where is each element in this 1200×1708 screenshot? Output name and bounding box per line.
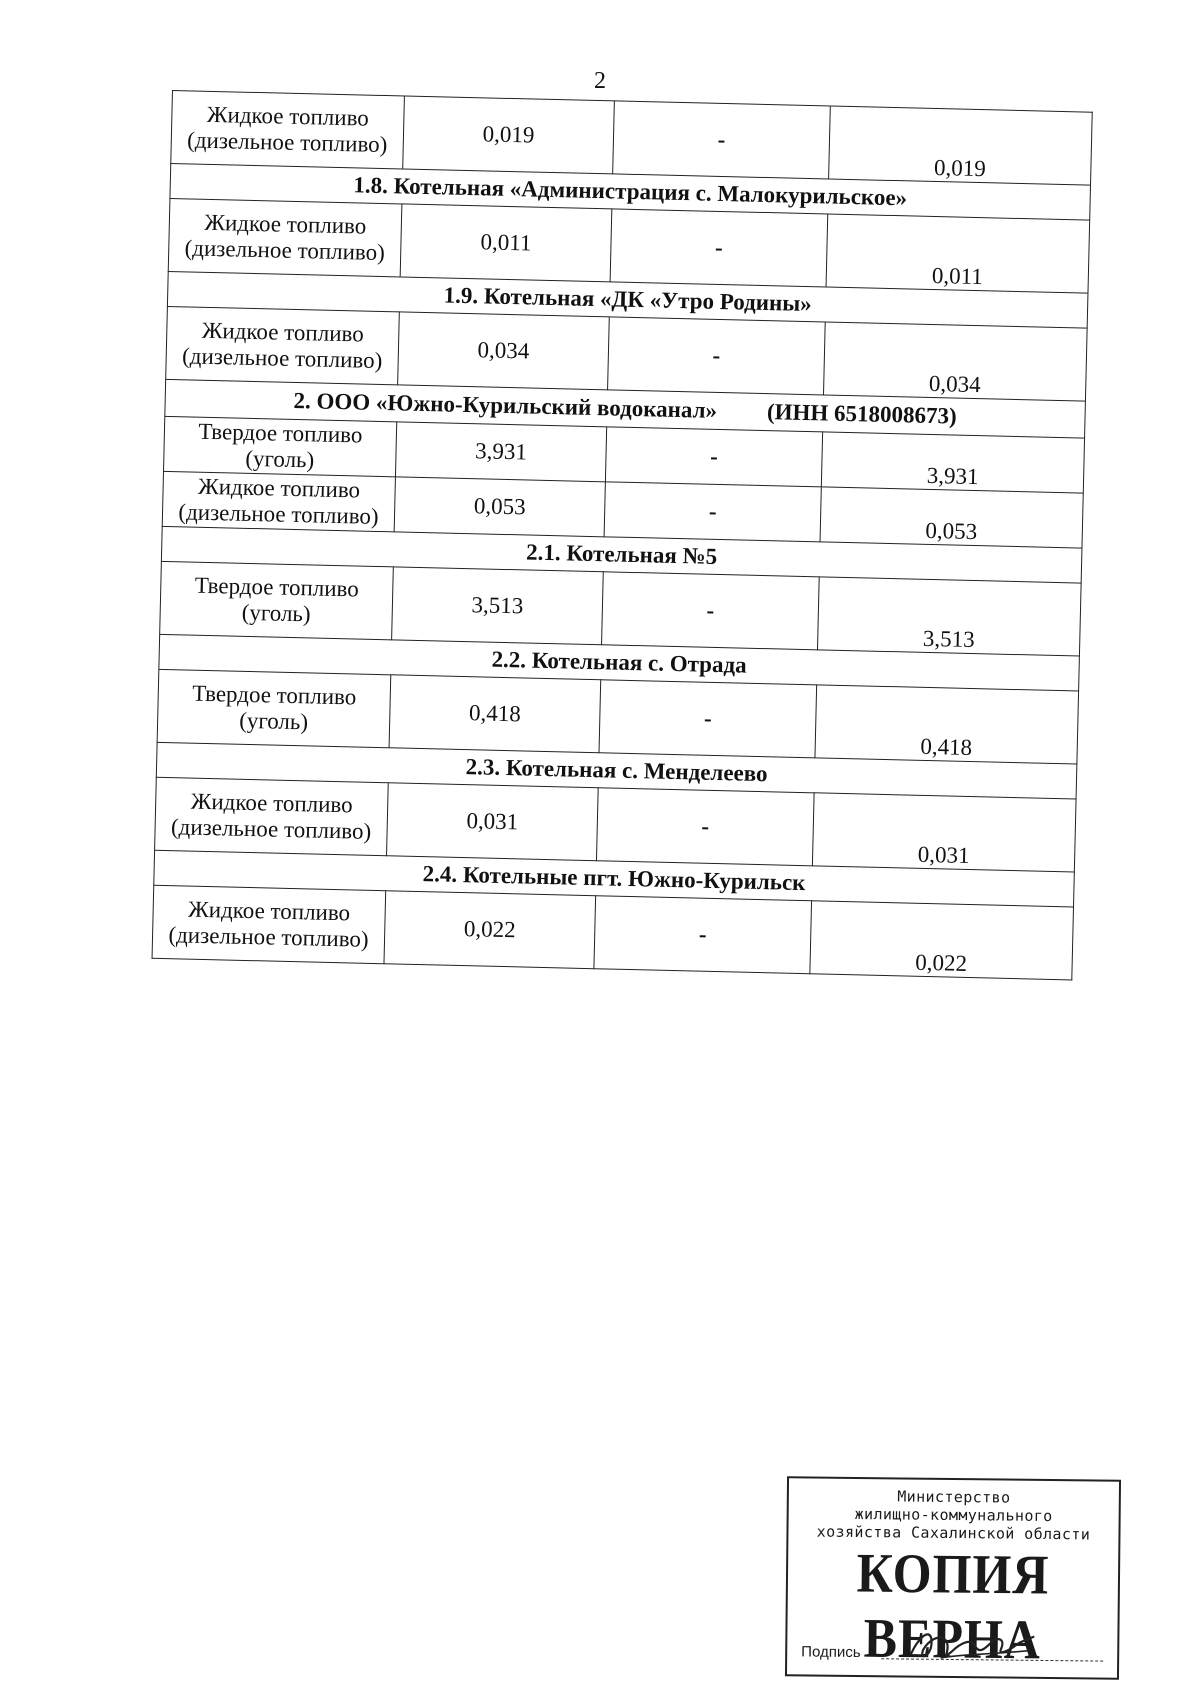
boiler-section-title: 2.4. Котельные пгт. Южно-Курильск xyxy=(154,850,1075,907)
volume-cell: 0,418 xyxy=(389,675,601,753)
total-cell: 0,034 xyxy=(823,322,1087,401)
empty-value-cell: - xyxy=(613,101,831,179)
empty-value-cell: - xyxy=(608,317,826,395)
stamp-org-line: хозяйства Сахалинской области xyxy=(816,1522,1091,1544)
fuel-type-line: (дизельное топливо) xyxy=(170,814,372,844)
document-sheet xyxy=(152,90,1092,980)
fuel-type-line: Жидкое топливо xyxy=(206,102,370,131)
fuel-type-line: Твердое топливо xyxy=(194,572,360,602)
signature-label: Подпись xyxy=(801,1643,861,1662)
total-cell: 0,418 xyxy=(815,685,1079,764)
empty-value-cell: - xyxy=(602,572,820,650)
fuel-type-cell xyxy=(162,471,395,531)
volume-cell: 0,031 xyxy=(387,783,599,861)
fuel-type-line: Жидкое топливо xyxy=(187,896,351,926)
volume-cell: 0,022 xyxy=(384,891,596,969)
fuel-type-line: Жидкое топливо xyxy=(190,788,353,818)
organization-name: 2. ООО «Южно-Курильский водоканал» xyxy=(293,388,718,424)
boiler-section-title: 2.2. Котельная с. Отрада xyxy=(159,634,1080,691)
fuel-type-line: Жидкое топливо xyxy=(197,473,361,503)
fuel-type-line: Жидкое топливо xyxy=(201,318,365,347)
stamp-title: КОПИЯ ВЕРНА xyxy=(856,1541,1050,1671)
total-cell: 3,931 xyxy=(821,432,1084,493)
empty-value-cell: - xyxy=(610,209,828,287)
handwritten-signature xyxy=(901,1623,1041,1666)
fuel-type-line: (дизельное топливо) xyxy=(181,343,383,374)
fuel-type-cell xyxy=(168,198,402,276)
organization-inn: (ИНН 6518008673) xyxy=(766,399,958,429)
page-number: 2 xyxy=(594,68,606,94)
fuel-table xyxy=(152,90,1093,980)
total-cell: 3,513 xyxy=(817,577,1081,656)
boiler-section-title: 1.8. Котельная «Администрация с. Малокурильское» xyxy=(170,163,1091,220)
total-cell: 0,019 xyxy=(829,106,1093,185)
boiler-section-title: 2.1. Котельная №5 xyxy=(161,526,1082,583)
total-cell: 0,031 xyxy=(812,793,1076,872)
fuel-type-cell xyxy=(160,561,394,639)
empty-value-cell: - xyxy=(605,427,822,487)
fuel-type-line: (уголь) xyxy=(245,445,315,473)
fuel-type-line: (дизельное топливо) xyxy=(178,499,379,529)
total-cell: 0,053 xyxy=(820,487,1083,548)
fuel-type-line: (дизельное топливо) xyxy=(186,127,388,158)
fuel-type-cell xyxy=(155,777,389,855)
boiler-section-title: 2.3. Котельная с. Менделеево xyxy=(156,742,1077,799)
fuel-type-line: Жидкое топливо xyxy=(204,210,367,239)
fuel-type-cell xyxy=(164,416,397,476)
volume-cell: 0,011 xyxy=(400,204,612,282)
empty-value-cell: - xyxy=(596,788,814,866)
total-cell: 0,011 xyxy=(826,214,1090,293)
fuel-type-line: Твердое топливо xyxy=(191,680,357,710)
fuel-table-body xyxy=(152,91,1092,980)
stamp-org-line: Министерство xyxy=(897,1487,1011,1507)
fuel-type-line: (дизельное топливо) xyxy=(184,235,386,266)
fuel-type-line: (уголь) xyxy=(241,599,311,627)
empty-value-cell: - xyxy=(594,896,812,974)
empty-value-cell: - xyxy=(604,482,821,542)
certified-copy-stamp xyxy=(785,1476,1121,1679)
boiler-section-title: 1.9. Котельная «ДК «Утро Родины» xyxy=(167,271,1088,328)
fuel-type-line: (дизельное топливо) xyxy=(168,922,369,952)
total-cell: 0,022 xyxy=(810,901,1074,980)
volume-cell: 3,513 xyxy=(392,567,604,645)
volume-cell: 3,931 xyxy=(395,422,606,482)
empty-value-cell: - xyxy=(599,680,817,758)
stamp-org-line: жилищно-коммунального xyxy=(854,1504,1053,1526)
fuel-type-cell xyxy=(152,885,386,963)
fuel-type-line: Твердое топливо xyxy=(198,418,363,448)
stamp-signature-area xyxy=(801,1624,1103,1667)
fuel-type-cell xyxy=(166,306,400,384)
volume-cell: 0,019 xyxy=(403,96,615,174)
fuel-type-line: (уголь) xyxy=(238,707,309,735)
volume-cell: 0,034 xyxy=(398,312,610,390)
fuel-type-cell xyxy=(157,669,391,747)
volume-cell: 0,053 xyxy=(394,477,605,537)
fuel-type-cell xyxy=(171,91,405,169)
